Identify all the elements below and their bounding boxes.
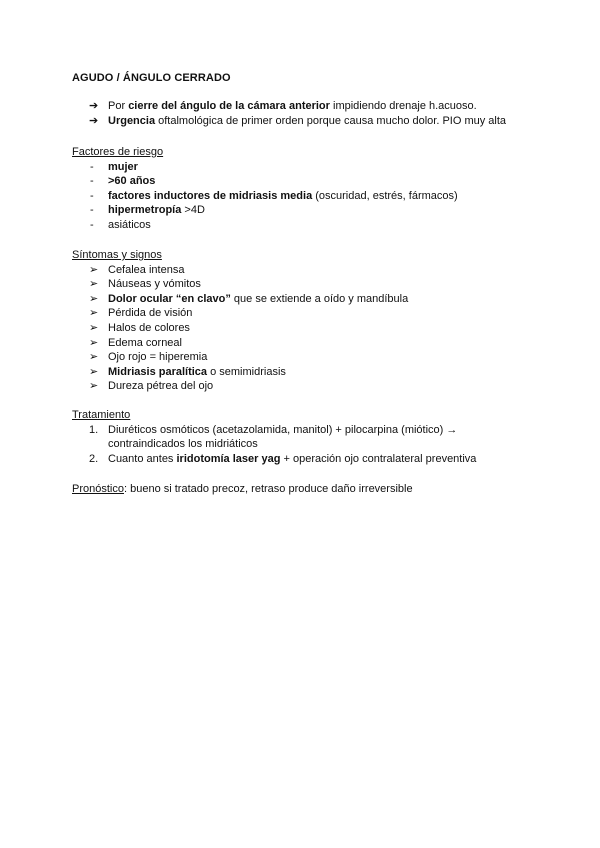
bullet-marker: - bbox=[90, 189, 94, 202]
bullet-marker: ➢ bbox=[89, 351, 99, 364]
prognosis-text: : bueno si tratado precoz, retraso produce daño irreversible bbox=[123, 483, 413, 495]
text-run: Pérdida de visión bbox=[108, 307, 193, 320]
text-run: + operación ojo contralateral preventiva bbox=[280, 452, 477, 465]
bold-text: Urgencia bbox=[108, 114, 156, 127]
bold-text: mujer bbox=[108, 160, 138, 173]
bold-text: hipermetropía bbox=[108, 204, 182, 217]
item-text bbox=[108, 365, 286, 380]
bullet-marker: - bbox=[90, 218, 94, 231]
bullet-marker: ➢ bbox=[89, 365, 99, 378]
text-run: Diuréticos osmóticos (acetazolamida, manitol) + pilocarpina (miótico) → bbox=[108, 423, 458, 436]
treatment-heading: Tratamiento bbox=[72, 409, 131, 421]
risk-heading: Factores de riesgo bbox=[72, 146, 164, 158]
item-text bbox=[108, 423, 457, 438]
item-text bbox=[108, 189, 458, 204]
risk-item bbox=[72, 174, 542, 189]
bullet-marker: - bbox=[90, 204, 94, 217]
item-text bbox=[108, 114, 506, 129]
item-text bbox=[108, 437, 258, 452]
text-run: Dureza pétrea del ojo bbox=[108, 380, 214, 393]
symptom-item bbox=[72, 365, 542, 380]
symptoms-list bbox=[72, 263, 542, 394]
bold-text: factores inductores de midriasis media bbox=[108, 189, 313, 202]
bold-text: >60 años bbox=[108, 175, 156, 188]
symptom-item bbox=[72, 277, 542, 292]
item-text bbox=[108, 336, 182, 351]
item-text bbox=[108, 160, 138, 175]
item-text bbox=[108, 306, 192, 321]
symptom-item bbox=[72, 350, 542, 365]
symptom-item bbox=[72, 321, 542, 336]
text-run: >4D bbox=[181, 204, 205, 217]
bold-text: Midriasis paralítica bbox=[108, 365, 208, 378]
bullet-marker: ➔ bbox=[89, 100, 99, 112]
text-run: asiáticos bbox=[108, 218, 151, 231]
intro-item bbox=[72, 114, 542, 129]
bold-text: iridotomía laser yag bbox=[176, 452, 281, 465]
prognosis-section bbox=[72, 482, 542, 497]
item-text bbox=[108, 350, 207, 365]
risk-list bbox=[72, 160, 542, 233]
text-run: que se extiende a oído y mandíbula bbox=[230, 292, 409, 305]
text-run: Halos de colores bbox=[108, 321, 190, 334]
risk-item bbox=[72, 203, 542, 218]
item-text bbox=[108, 174, 155, 189]
symptom-item bbox=[72, 336, 542, 351]
item-text bbox=[108, 99, 477, 114]
symptom-item bbox=[72, 379, 542, 394]
text-run: impidiendo drenaje h.acuoso. bbox=[329, 100, 477, 112]
bold-text: Dolor ocular “en clavo” bbox=[108, 292, 231, 305]
treatment-list bbox=[72, 423, 542, 467]
bullet-marker: ➢ bbox=[89, 278, 99, 291]
item-text bbox=[108, 379, 213, 394]
item-text bbox=[108, 263, 184, 278]
bullet-marker: ➢ bbox=[89, 307, 99, 320]
text-run: Edema corneal bbox=[108, 336, 182, 349]
bullet-marker: ➢ bbox=[89, 336, 99, 349]
bullet-marker: - bbox=[90, 175, 94, 188]
item-text bbox=[108, 321, 190, 336]
risk-item bbox=[72, 218, 542, 233]
text-run: Cuanto antes bbox=[108, 452, 177, 465]
treatment-item bbox=[72, 423, 542, 438]
text-run: (oscuridad, estrés, fármacos) bbox=[312, 189, 458, 202]
item-text bbox=[108, 203, 205, 218]
bullet-marker: ➢ bbox=[89, 321, 99, 334]
treatment-item bbox=[72, 437, 542, 452]
intro-item bbox=[72, 99, 542, 114]
symptom-item bbox=[72, 292, 542, 307]
symptom-item bbox=[72, 306, 542, 321]
treatment-item bbox=[72, 452, 542, 467]
item-text bbox=[108, 292, 408, 307]
risk-item bbox=[72, 160, 542, 175]
item-text bbox=[108, 277, 201, 292]
bullet-marker: 2. bbox=[89, 452, 99, 465]
intro-list bbox=[72, 99, 542, 128]
text-run: Ojo rojo = hiperemia bbox=[108, 351, 208, 364]
symptoms-heading: Síntomas y signos bbox=[72, 249, 162, 261]
text-run: Náuseas y vómitos bbox=[108, 278, 201, 291]
text-run: contraindicados los midriáticos bbox=[108, 438, 258, 451]
symptom-item bbox=[72, 263, 542, 278]
risk-section bbox=[72, 145, 542, 233]
page-title: AGUDO / ÁNGULO CERRADO bbox=[72, 72, 231, 84]
item-text bbox=[108, 218, 151, 233]
bullet-marker: ➢ bbox=[89, 292, 99, 305]
treatment-section bbox=[72, 408, 542, 466]
text-run: Por bbox=[108, 100, 129, 112]
bullet-marker: ➢ bbox=[89, 263, 99, 276]
bullet-marker: 1. bbox=[89, 423, 99, 436]
risk-item bbox=[72, 189, 542, 204]
prognosis-label: Pronóstico bbox=[72, 483, 124, 495]
symptoms-section bbox=[72, 248, 542, 394]
bold-text: cierre del ángulo de la cámara anterior bbox=[128, 100, 330, 112]
bullet-marker: ➔ bbox=[89, 114, 99, 127]
text-run: Cefalea intensa bbox=[108, 263, 185, 276]
text-run: oftalmológica de primer orden porque causa mucho dolor. PIO muy alta bbox=[155, 114, 507, 127]
text-run: o semimidriasis bbox=[207, 365, 286, 378]
item-text bbox=[108, 452, 476, 467]
bullet-marker: ➢ bbox=[89, 380, 99, 393]
bullet-marker: - bbox=[90, 160, 94, 173]
